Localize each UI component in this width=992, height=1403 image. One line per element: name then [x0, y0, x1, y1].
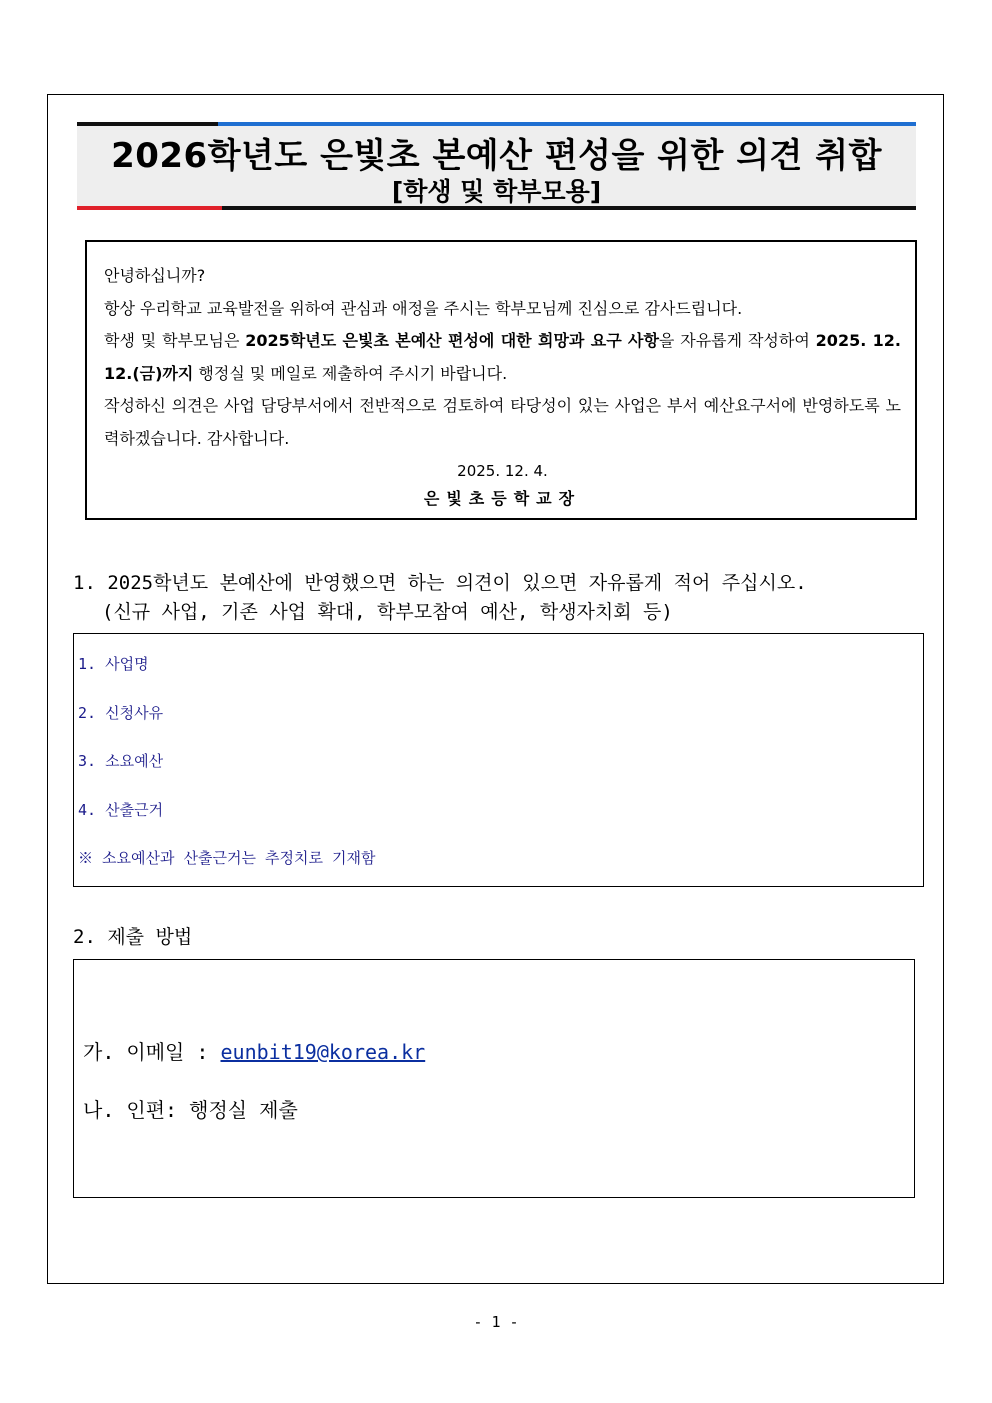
notice-request-pre: 학생 및 학부모님은: [104, 331, 246, 350]
notice-request: [104, 325, 901, 390]
answer-item-note: ※ 소요예산과 산출근거는 추정치로 기재함: [78, 849, 376, 867]
notice-box: [85, 240, 917, 520]
notice-date: 2025. 12. 4.: [457, 462, 548, 480]
submission-box: [73, 959, 915, 1198]
question1-answer-box[interactable]: [73, 633, 924, 887]
notice-request-post: 행정실 및 메일로 제출하여 주시기 바랍니다.: [193, 363, 508, 383]
email-link[interactable]: eunbit19@korea.kr: [220, 1040, 426, 1064]
submit-email-label: 가. 이메일 :: [83, 1040, 221, 1064]
title-banner: [77, 122, 916, 210]
banner-bottom-red-bar: [77, 206, 222, 210]
page-number: - 1 -: [473, 1313, 519, 1331]
question1-title: 1. 2025학년도 본예산에 반영했으면 하는 의견이 있으면 자유롭게 적어 주십시오.: [73, 572, 807, 594]
question1-examples: (신규 사업, 기존 사업 확대, 학부모참여 예산, 학생자치회 등): [102, 601, 673, 623]
page-title: 2026학년도 은빛초 본예산 편성을 위한 의견 취합: [111, 136, 882, 176]
banner-top-blue-bar: [218, 122, 916, 126]
answer-item-project-name: 1. 사업명: [78, 655, 149, 673]
notice-request-topic: 2025학년도 은빛초 본예산 편성에 대한 희망과 요구 사항: [245, 331, 659, 350]
notice-greeting: 안녕하십니까?: [104, 266, 206, 285]
answer-item-budget: 3. 소요예산: [78, 752, 164, 770]
submit-mail-line: 나. 인편: 행정실 제출: [83, 1098, 298, 1122]
submit-email-line: [83, 1036, 425, 1065]
notice-request-deadline: 2025. 12. 12.(금)까지: [104, 331, 901, 383]
notice-request-mid: 을 자유롭게 작성하여: [658, 331, 816, 350]
page-subtitle: [학생 및 학부모용]: [391, 177, 602, 206]
notice-signature: 은빛초등학교장: [423, 489, 582, 508]
answer-item-reason: 2. 신청사유: [78, 704, 164, 722]
notice-thanks: 항상 우리학교 교육발전을 위하여 관심과 애정을 주시는 학부모님께 진심으로 감사드립니다.: [104, 298, 743, 318]
answer-item-basis: 4. 산출근거: [78, 801, 164, 819]
notice-review: 작성하신 의견은 사업 담당부서에서 전반적으로 검토하여 타당성이 있는 사업은 부서 예산요구서에 반영하도록 노력하겠습니다. 감사합니다.: [104, 396, 901, 448]
banner-bottom-black-bar: [222, 206, 916, 210]
question2-title: 2. 제출 방법: [73, 926, 193, 948]
banner-top-black-bar: [77, 122, 218, 126]
